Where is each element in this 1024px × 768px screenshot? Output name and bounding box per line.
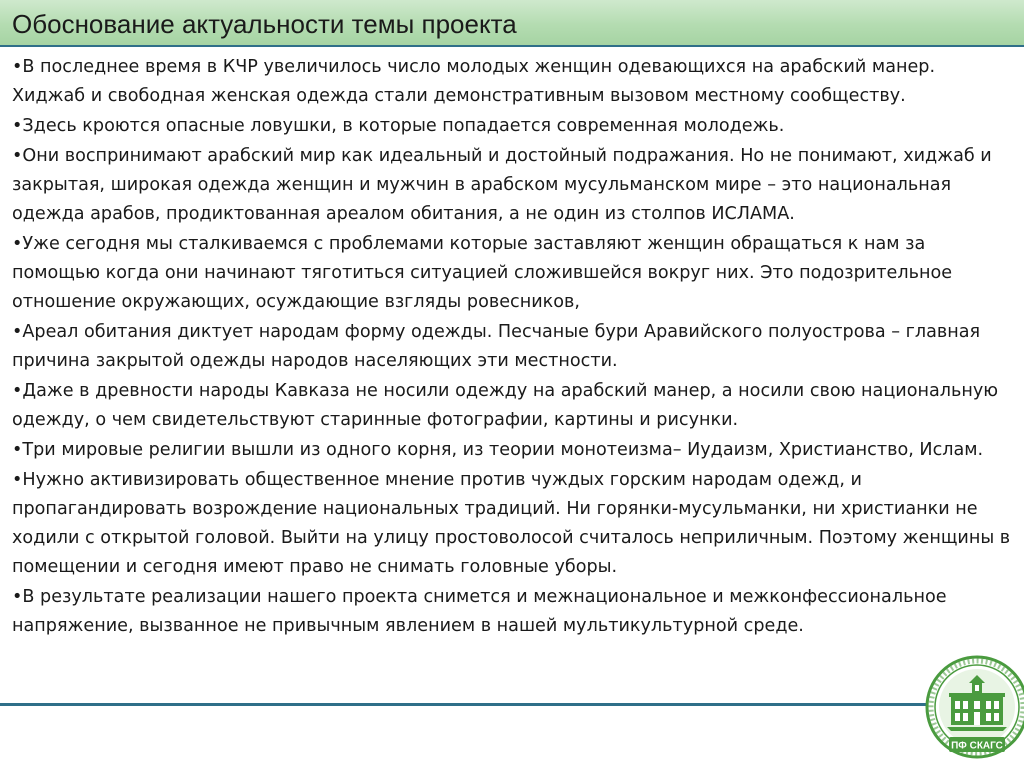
logo-label: ПФ СКАГС [951, 740, 1003, 752]
footer-divider [0, 703, 928, 706]
paragraph-5: •Ареал обитания диктует народам форму одежды. Песчаные бури Аравийского полуострова – главная причина закрытой одежды народов населяющих эти местности. [12, 322, 981, 371]
paragraph-4: •Уже сегодня мы сталкиваемся с проблемами которые заставляют женщин обращаться к нам за помощью когда они начинают тяготиться ситуацией сложившейся вокруг них. Это подозрительное отношение окружающих, осуждающие взгляды ровесников, [12, 234, 953, 312]
institution-seal-icon [923, 645, 1024, 768]
slide-title: Обоснование актуальности темы проекта [12, 9, 517, 39]
paragraph-8: •Нужно активизировать общественное мнение против чуждых горским народам одежд, и пропагандировать возрождение национальных традиций. Ни горянки-мусульманки, ни христианки не ходили с открытой головой. Выйти на улицу простоволосой считалось неприличным. Поэтому женщины в помещении и сегодня имеют право не снимать головные уборы. [12, 470, 1011, 577]
paragraph-2: •Здесь кроются опасные ловушки, в которые попадается современная молодежь. [12, 116, 785, 136]
paragraph-1: •В последнее время в КЧР увеличилось число молодых женщин одевающихся на арабский манер. Хиджаб и свободная женская одежда стали демонстративным вызовом местному сообществу. [12, 57, 936, 106]
paragraph-6: •Даже в древности народы Кавказа не носили одежду на арабский манер, а носили свою национальную одежду, о чем свидетельствуют старинные фотографии, картины и рисунки. [12, 381, 999, 430]
title-bar [0, 0, 1024, 47]
paragraph-9: •В результате реализации нашего проекта снимется и межнациональное и межконфессиональное напряжение, вызванное не привычным явлением в нашей мультикультурной среде. [12, 587, 947, 636]
content-body [12, 53, 1012, 642]
paragraph-3: •Они воспринимают арабский мир как идеальный и достойный подражания. Но не понимают, хиджаб и закрытая, широкая одежда женщин и мужчин в арабском мусульманском мире – это национальная одежда арабов, продиктованная ареалом обитания, а не один из столпов ИСЛАМА. [12, 146, 992, 224]
paragraph-7: •Три мировые религии вышли из одного корня, из теории монотеизма– Иудаизм, Христианство, Ислам. [12, 440, 984, 460]
